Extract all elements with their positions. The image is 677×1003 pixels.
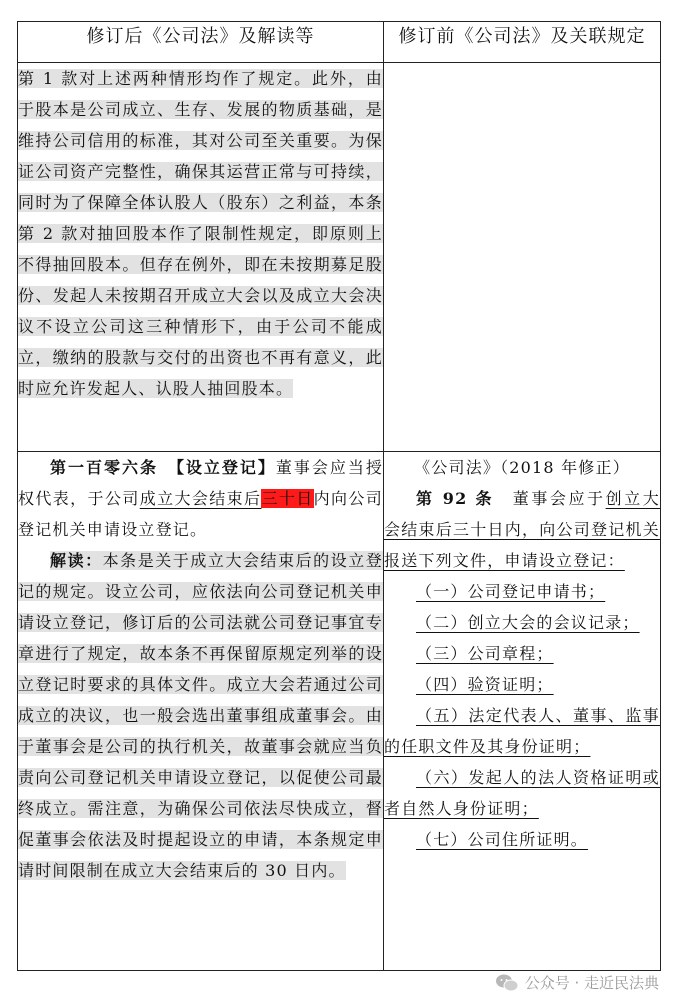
article-text-underlined: 成立大会结束后 <box>139 489 262 508</box>
header-left: 修订后《公司法》及解读等 <box>18 22 384 63</box>
interpretation-paragraph <box>18 545 383 886</box>
watermark-text: 公众号 · 走近民法典 <box>524 974 659 992</box>
article-text-pre: 董事会应当授权代表，于公司 <box>18 458 384 508</box>
table-row <box>18 63 661 452</box>
article-paragraph <box>18 452 383 545</box>
interpretation-label: 解读： <box>50 551 103 570</box>
list-item: （五）法定代表人、董事、监事的任职文件及其身份证明； <box>384 706 660 756</box>
left-cell <box>18 63 384 452</box>
source-title: 《公司法》（2018 年修正） <box>414 458 630 477</box>
right-cell <box>384 452 661 971</box>
comparison-table <box>17 21 661 971</box>
article-text-post: 内向公司登记机关申请设立登记。 <box>18 489 383 539</box>
table-row <box>18 452 661 971</box>
watermark <box>495 972 659 993</box>
old-article-number: 第 92 条 <box>416 489 495 508</box>
old-article-pre: 董事会应于 <box>512 489 606 508</box>
article-topic: 【设立登记】 <box>175 458 276 477</box>
list-item: （七）公司住所证明。 <box>416 830 589 849</box>
interpretation-text: 本条是关于成立大会结束后的设立登记的规定。设立公司，应依法向公司登记机关申请设立登记，修订后的公司法就公司登记事宜专章进行了规定，故本条不再保留原规定列举的设立登记时要求的具体文件。成立大会若通过公司成立的决议，也一般会选出董事组成董事会。由于董事会是公司的执行机关，故董事会就应当负责向公司登记机关申请设立登记，以促使公司最终成立。需注意，为确保公司依法尽快成立，督促董事会依法及时提起设立的申请，本条规定申请时间限制在成立大会结束后的 30 日内。 <box>18 551 383 880</box>
list-item: （一）公司登记申请书； <box>416 582 606 601</box>
right-cell-empty <box>384 63 661 452</box>
wechat-icon <box>495 973 519 993</box>
list-item: （四）验资证明； <box>416 675 554 694</box>
article-highlight: 三十日 <box>261 489 314 508</box>
interpretation-continued: 第 1 款对上述两种情形均作了规定。此外，由于股本是公司成立、生存、发展的物质基础，是维持公司信用的标准，其对公司至关重要。为保证公司资产完整性，确保其运营正常与可持续，同时为了保障全体认股人（股东）之利益，本条第 2 款对抽回股本作了限制性规定，即原则上不得抽回股本。但存在例外，即在未按期募足股份、发起人未按期召开成立大会以及成立大会决议不设立公司这三种情形下，由于公司不能成立，缴纳的股款与交付的出资也不再有意义，此时应允许发起人、认股人抽回股本。 <box>18 69 383 398</box>
list-item: （三）公司章程； <box>416 644 554 663</box>
left-cell <box>18 452 384 971</box>
list-item: （二）创立大会的会议记录； <box>416 613 640 632</box>
article-number: 第一百零六条 <box>50 458 158 477</box>
header-right: 修订前《公司法》及关联规定 <box>384 22 661 63</box>
header-row <box>18 22 661 63</box>
old-article-paragraph <box>384 483 660 576</box>
list-item: （六）发起人的法人资格证明或者自然人身份证明； <box>384 768 660 818</box>
old-article-underlined: 创立大会结束后三十日内，向公司登记机关报送下列文件，申请设立登记： <box>384 489 661 570</box>
